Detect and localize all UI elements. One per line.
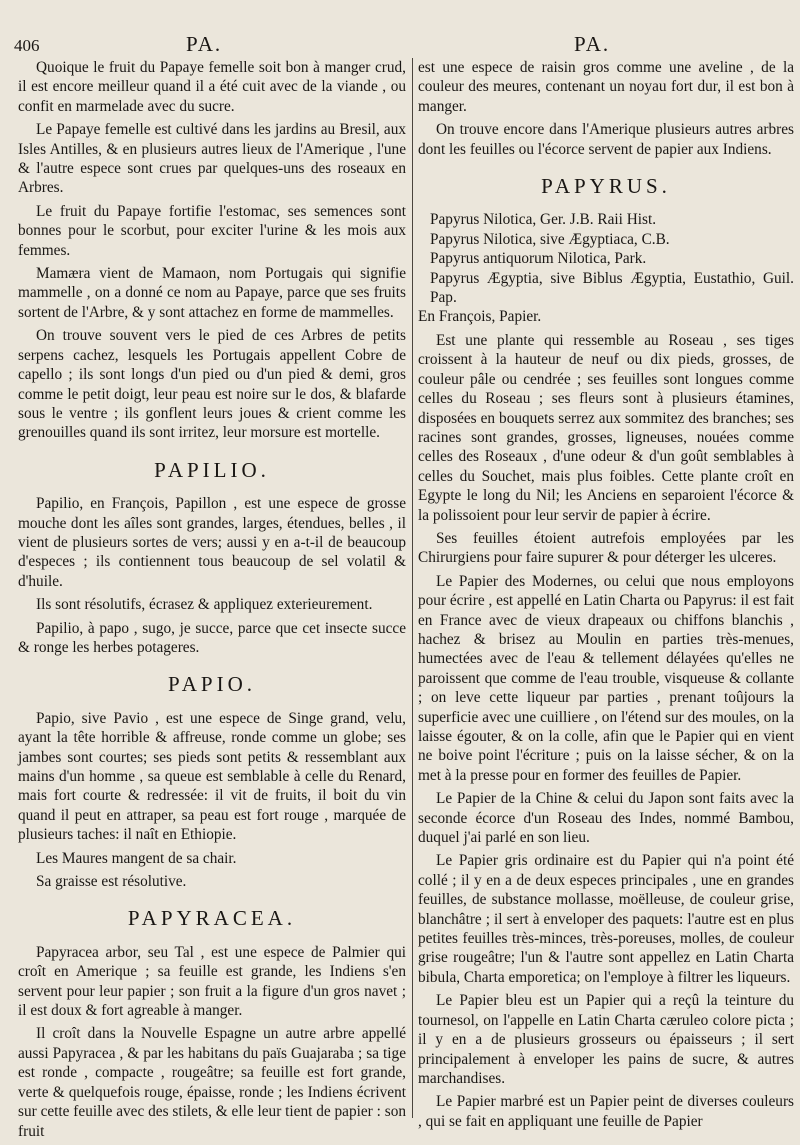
left-column	[18, 58, 406, 1145]
entry-heading: PAPYRUS.	[541, 174, 671, 199]
french-name-line: En François, Papier.	[418, 308, 542, 326]
paragraph: Quoique le fruit du Papaye femelle soit bon à manger crud, il est encore meilleur quand il a été cuit avec de la viande , ou confit en marmelade avec du sucre.	[18, 59, 406, 115]
right-column	[418, 58, 794, 1135]
paragraph: Le Papier des Modernes, ou celui que nous employons pour écrire , est appellé en Latin Charta ou Papyrus: il est fait en France avec de vieux drapeaux ou chiffons blanchis , hachez & brisez au Moulin en parties très-menues, humectées avec de l'eau & tellement délayées qu'elles ne paroissent que comme de l'eau trouble, visqueuse & collante ; on leve cette liqueur par parties , prenant toûjours la superficie avec une cuilliere , on l'étend sur des moules, on la laisse égouter, & on la colle, afin que le Papier qui en vient ne boive point l'écriture ; puis on la laisse sécher, & on la met à la presse pour en former des feuilles de Papier.	[418, 572, 794, 784]
paragraph: Sa graisse est résolutive.	[36, 873, 187, 891]
entry-heading: PAPIO.	[167, 672, 256, 697]
paragraph: Le Papaye femelle est cultivé dans les jardins au Bresil, aux Isles Antilles, & en plusieurs autres lieux de l'Amerique , l'une & l'autre espece sont crues par quelques-uns des roseaux en Arbres.	[18, 121, 406, 197]
synonym-line: Papyrus Ægyptia, sive Biblus Ægyptia, Eustathio, Guil. Pap.	[430, 269, 794, 307]
paragraph: Mamæra vient de Mamaon, nom Portugais qui signifie mammelle , on a donné ce nom au Papaye, parce que ses fruits sortent de l'Arbre, & y sont attachez en forme de mammelles.	[18, 265, 406, 321]
paragraph: On trouve encore dans l'Amerique plusieurs autres arbres dont les feuilles ou l'écorce servent de papier aux Indiens.	[418, 121, 794, 158]
paragraph: Le Papier de la Chine & celui du Japon sont faits avec la seconde écorce d'un Roseau des Indes, nommé Bambou, duquel j'ai parlé en son lieu.	[418, 790, 794, 847]
column-divider	[412, 58, 413, 1118]
paragraph: Le Papier gris ordinaire est du Papier qui n'a point été collé ; il y en a de deux especes principales , une en grandes feuilles, de substance mollasse, moëlleuse, de couleur grise, blanchâtre ; il sert à enveloper des paquets: l'autre est en plus petites feuilles très-minces, très-poreuses, molles, de couleur grise rougeâtre; l'un & l'autre sont appellez en Latin Charta bibula, Charta emporetica; on l'employe à filtrer les liqueurs.	[418, 852, 794, 986]
paragraph: Papilio, à papo , sugo, je succe, parce que cet insecte succe & ronge les herbes potageres.	[18, 619, 406, 656]
paragraph: Le fruit du Papaye fortifie l'estomac, ses semences sont bonnes pour le scorbut, pour exciter l'urine & les mois aux femmes.	[18, 202, 406, 259]
paragraph: Il croît dans la Nouvelle Espagne un autre arbre appellé aussi Papyracea , & par les habitans du païs Guajaraba ; sa tige est ronde , compacte , rougeâtre; sa feuille est fort grande, verte & quelquefois rouge, épaisse, ronde ; les Indiens écrivent sur cette feuille avec des stilets, & elle leur tient de papier : son fruit	[18, 1025, 406, 1140]
page-number: 406	[14, 36, 40, 55]
paragraph: Le Papier marbré est un Papier peint de diverses couleurs , qui se fait en appliquant une feuille de Papier	[418, 1093, 794, 1130]
paragraph: Le Papier bleu est un Papier qui a reçû la teinture du tournesol, on l'appelle en Latin Charta cæruleo colore picta ; il y en a de plusieurs grosseurs ou épaisseurs ; il sert principalement à enveloper les pains de sucre, & autres marchandises.	[418, 992, 794, 1087]
paragraph: Papio, sive Pavio , est une espece de Singe grand, velu, ayant la tête horrible & affreuse, ronde comme un globe; ses jambes sont courtes; ses pieds sont petits & ressemblant aux mains d'un homme , sa queue est semblable à celle du Renard, mais fort courte & redressée: il vit de fruits, il boit du vin quand il peut en attraper, sa peau est fort rouge , marquée de plusieurs taches: il naît en Ethiopie.	[18, 709, 406, 844]
left-running-head: PA.	[186, 32, 223, 56]
paragraph: Papilio, en François, Papillon , est une espece de grosse mouche dont les aîles sont grandes, larges, étendues, belles , il vient de plusieurs sortes de vers; aussi y en a-t-il de beaucoup d'especes ; ils contiennent tous beaucoup de sel volatil & d'huile.	[18, 495, 406, 590]
entry-heading: PAPYRACEA.	[127, 906, 297, 931]
paragraph: Papyracea arbor, seu Tal , est une espece de Palmier qui croît en Amerique ; sa feuille est grande, les Indiens s'en servent pour leur papier ; son fruit a la figure d'un gros navet ; il est doux & fort agreable à manger.	[18, 943, 406, 1020]
paragraph: On trouve souvent vers le pied de ces Arbres de petits serpens cachez, lesquels les Portugais appellent Cobre de capello ; ils sont longs d'un pied ou d'un pied & demi, gros comme le petit doigt, leur peau est noire sur le dos, & blafarde sous le ventre ; ils gonflent leurs joues & crient comme les grenouilles quand ils sont irritez, leur morsure est mortelle.	[18, 327, 406, 442]
entry-heading: PAPILIO.	[154, 457, 270, 482]
paragraph: Les Maures mangent de sa chair.	[36, 849, 237, 867]
synonym-line: Papyrus antiquorum Nilotica, Park.	[430, 250, 647, 268]
synonym-line: Papyrus Nilotica, sive Ægyptiaca, C.B.	[430, 230, 670, 248]
right-running-head: PA.	[574, 32, 611, 56]
paragraph: Ses feuilles étoient autrefois employées par les Chirurgiens pour faire supurer & pour déterger les ulceres.	[418, 529, 794, 567]
paragraph: est une espece de raisin gros comme une aveline , de la couleur des meures, contenant un noyau fort dur, il est bon à manger.	[418, 59, 794, 115]
paragraph: Est une plante qui ressemble au Roseau , ses tiges croissent à la hauteur de neuf ou dix pieds, grosses, de couleur pâle ou cendrée ; ses feuilles sont longues comme celles du Roseau ; ses fleurs sont à plusieurs étamines, disposées en bouquets serrez aux sommitez des branches; ses racines sont grandes, grosses, ligneuses, nouées comme celles des Roseaux , d'une odeur & d'un goût semblables à celles du Souchet, mais plus foibles. Cette plante croît en Egypte le long du Nil; les Anciens en separoient l'écorce & la polissoient pour leur servir de papier à écrire.	[418, 331, 794, 524]
paragraph: Ils sont résolutifs, écrasez & appliquez exterieurement.	[36, 596, 373, 614]
synonym-line: Papyrus Nilotica, Ger. J.B. Raii Hist.	[430, 211, 657, 229]
